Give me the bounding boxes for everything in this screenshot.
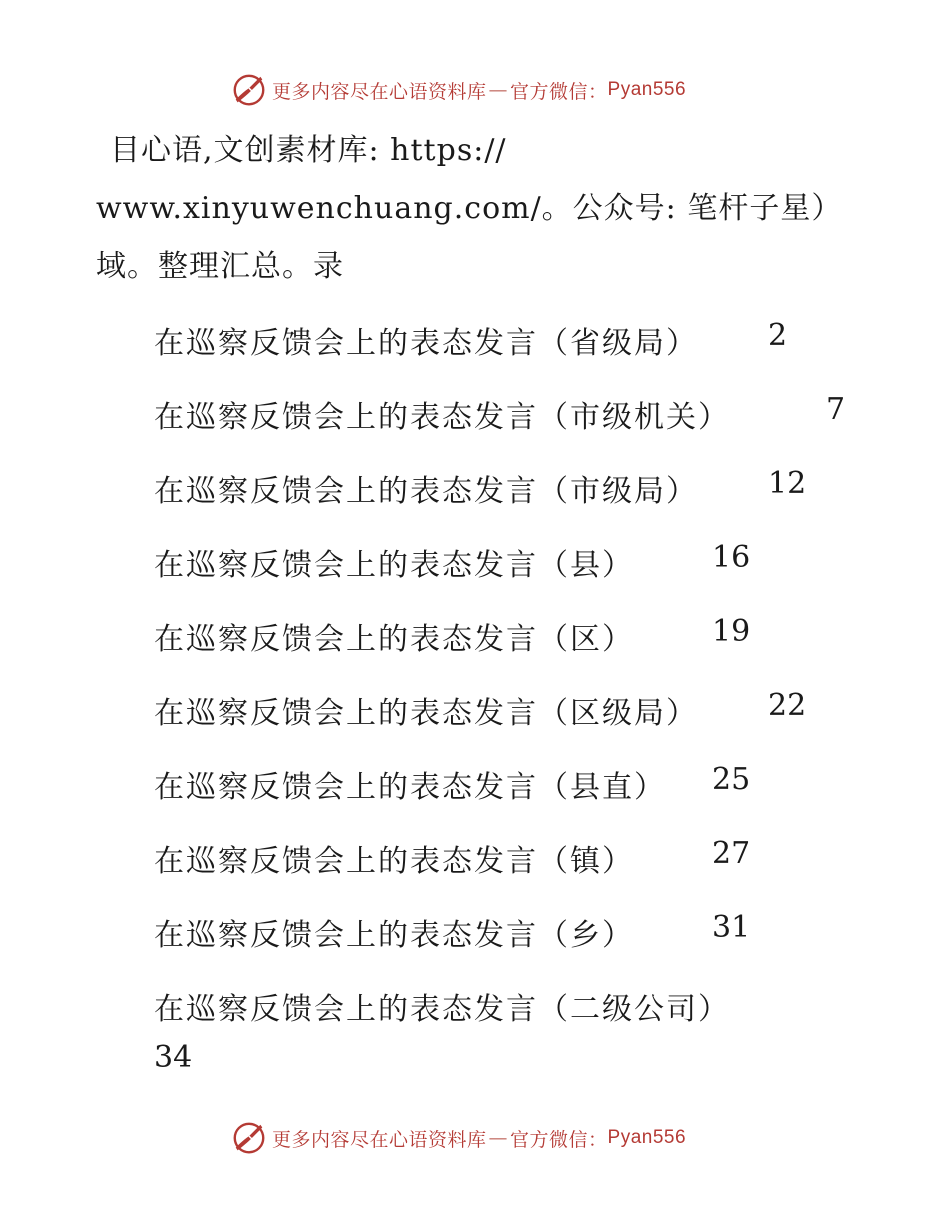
toc-entry-title: 在巡察反馈会上的表态发言（区级局） — [154, 696, 698, 731]
toc-entry[interactable] — [154, 836, 751, 880]
banner-wechat-id: Pyan556 — [607, 79, 687, 100]
toc-entry-page: 27 — [712, 836, 751, 871]
toc-entry[interactable] — [154, 762, 751, 806]
toc-entry-page: 34 — [154, 1040, 193, 1075]
toc-entry-page: 12 — [768, 466, 807, 501]
toc-entry-title: 在巡察反馈会上的表态发言（省级局） — [154, 326, 698, 361]
toc-entry-page: 2 — [768, 318, 788, 353]
intro-line-2: www.xinyuwenchuang.com/。公众号: 笔杆子星） — [96, 191, 843, 226]
toc-entry[interactable] — [154, 392, 846, 436]
toc-entry-title: 在巡察反馈会上的表态发言（县直） — [154, 770, 666, 805]
banner-dash: — — [488, 1127, 509, 1149]
toc-entry[interactable] — [154, 910, 751, 954]
intro-line-1: 目心语,文创素材库: https:// — [110, 133, 507, 168]
toc-entry[interactable] — [154, 318, 788, 362]
toc-entry-title: 在巡察反馈会上的表态发言（市级机关） — [154, 400, 730, 435]
toc-entry-title: 在巡察反馈会上的表态发言（县） — [154, 548, 634, 583]
banner-text: 更多内容尽在心语资料库 — [272, 1128, 487, 1151]
toc-entry-title: 在巡察反馈会上的表态发言（镇） — [154, 844, 634, 879]
banner-text: 更多内容尽在心语资料库 — [272, 80, 487, 103]
intro-line-3: 域。整理汇总。录 — [96, 249, 344, 284]
intro-paragraph — [96, 122, 896, 296]
toc-entry[interactable] — [154, 688, 807, 732]
banner-wechat-label: 官方微信： — [510, 1128, 608, 1151]
toc-entry-page: 25 — [712, 762, 751, 797]
header-banner — [230, 70, 710, 110]
pen-logo-icon — [230, 71, 268, 109]
banner-dash: — — [488, 79, 509, 101]
toc-entry-page: 19 — [712, 614, 751, 649]
banner-wechat-id: Pyan556 — [607, 1127, 687, 1148]
toc-entry-title: 在巡察反馈会上的表态发言（乡） — [154, 918, 634, 953]
toc-entry[interactable] — [154, 614, 751, 658]
toc-entry-title: 在巡察反馈会上的表态发言（市级局） — [154, 474, 698, 509]
toc-entry-page: 7 — [826, 392, 846, 427]
toc-entry[interactable] — [154, 540, 751, 584]
toc-entry-title: 在巡察反馈会上的表态发言（二级公司） — [154, 992, 730, 1027]
toc-entry-title: 在巡察反馈会上的表态发言（区） — [154, 622, 634, 657]
banner-wechat-label: 官方微信： — [510, 80, 608, 103]
toc-entry[interactable] — [154, 466, 807, 510]
toc-entry-page: 22 — [768, 688, 807, 723]
pen-logo-icon — [230, 1119, 268, 1157]
toc-entry[interactable] — [154, 984, 730, 1075]
toc-entry-page: 16 — [712, 540, 751, 575]
toc-entry-page: 31 — [712, 910, 751, 945]
footer-banner — [230, 1118, 710, 1158]
